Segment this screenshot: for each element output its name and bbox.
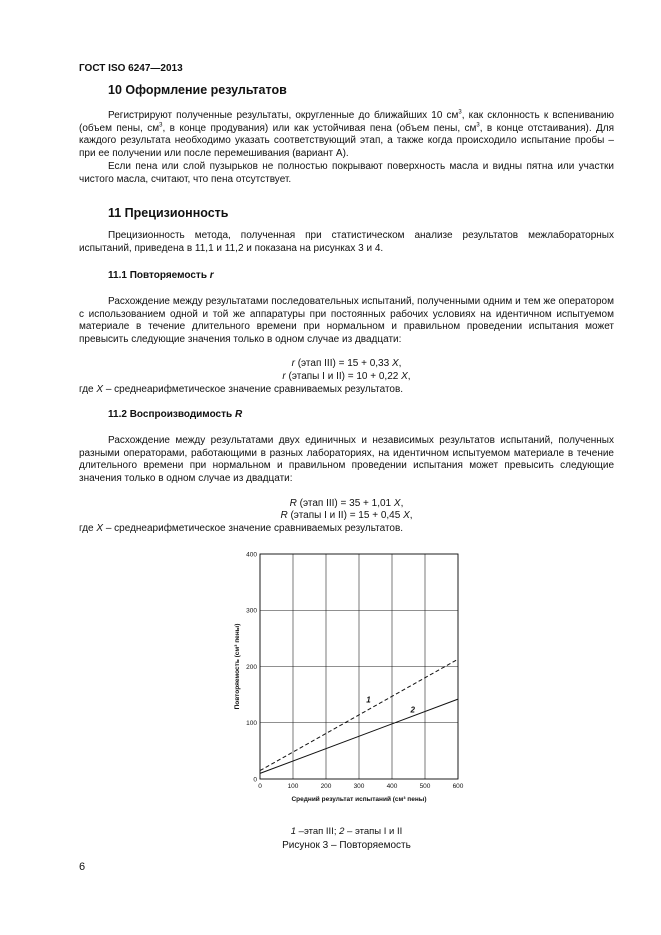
x-tick-label: 100 — [287, 783, 299, 790]
section-11-title: 11 Прецизионность — [108, 206, 229, 220]
section-10-title: 10 Оформление результатов — [108, 83, 287, 97]
formula-r-legend: где X – среднеарифметическое значение сравниваемых результатов. — [79, 384, 404, 395]
y-tick-label: 100 — [246, 720, 257, 728]
x-tick-label: 200 — [320, 783, 332, 790]
repeatability-chart — [225, 546, 475, 811]
y-tick-label: 300 — [246, 607, 257, 615]
x-axis-label: Средний результат испытаний (см³ пены) — [291, 796, 427, 803]
formula-r-stages-1-2: r (этапы I и II) = 10 + 0,22 X, — [282, 371, 411, 382]
formula-R-stages-1-2: R (этапы I и II) = 15 + 0,45 X, — [280, 510, 413, 521]
formula-R-stage-3: R (этап III) = 35 + 1,01 X, — [289, 498, 404, 509]
section-11-1-title: 11.1 Повторяемость r — [108, 270, 214, 281]
x-tick-label: 400 — [386, 783, 398, 790]
figure-legend: 1 –этап III; 2 – этапы I и II — [290, 826, 403, 837]
x-tick-label: 0 — [258, 783, 262, 790]
section-11-paragraph: Прецизионность метода, полученная при статистическом анализе результатов межлабораторных испытаний, приведена в 11,1 и 11,2 и показана на рисунках 3 и 4. — [79, 230, 614, 254]
y-tick-label: 200 — [246, 663, 257, 671]
x-tick-label: 300 — [353, 783, 365, 790]
page-number: 6 — [79, 861, 86, 873]
x-tick-label: 500 — [419, 783, 431, 790]
section-11-2-paragraph: Расхождение между результатами двух единичных и независимых результатов испытаний, полученных разными операторами, работающими в разных лабораториях, на идентичном испытуемом материале в течение длительного времени при нормальном и правильном проведении испытания может превысить следующие значения только в одном случае из двадцати: — [79, 435, 614, 485]
section-10-paragraph-2: Если пена или слой пузырьков не полностью покрывают поверхность масла и видны пятна или участки чистого масла, считают, что пена отсутствует. — [79, 161, 614, 185]
y-tick-label: 400 — [246, 551, 257, 559]
y-axis-label: Повторяемость (см³ пены) — [234, 623, 241, 710]
section-10-paragraph-1: Регистрируют полученные результаты, округленные до ближайших 10 $см^3$, как склонность к вспениванию (объем пены, $см^3$, в конце продувания) или как устойчивая пена (объем пены, $см^3$, в конце отстаивания). Для каждого результата необходимо указать соответствующий этап, а также когда происходило испытание пробы – при ее получении или после перемешивания (вариант А). — [79, 109, 615, 160]
series-label-1: 1 — [366, 695, 371, 705]
section-11-2-title: 11.2 Воспроизводимость R — [108, 409, 243, 420]
series-label-2: 2 — [410, 705, 415, 715]
document-code: ГОСТ ISO 6247—2013 — [79, 63, 183, 74]
y-tick-label: 0 — [253, 776, 257, 784]
figure-caption: Рисунок 3 – Повторяемость — [282, 840, 411, 851]
section-11-1-paragraph: Расхождение между результатами последовательных испытаний, полученными одним и тем же оператором с использованием одной и той же аппаратуры при постоянных рабочих условиях на идентичном испытуемом материале в течение длительного времени при нормальном и правильном проведении испытания может превысить следующие значения только в одном случае из двадцати: — [79, 296, 614, 346]
formula-r-stage-3: r (этап III) = 15 + 0,33 X, — [291, 358, 402, 369]
x-tick-label: 600 — [452, 783, 464, 790]
formula-R-legend: где X – среднеарифметическое значение сравниваемых результатов. — [79, 523, 404, 534]
